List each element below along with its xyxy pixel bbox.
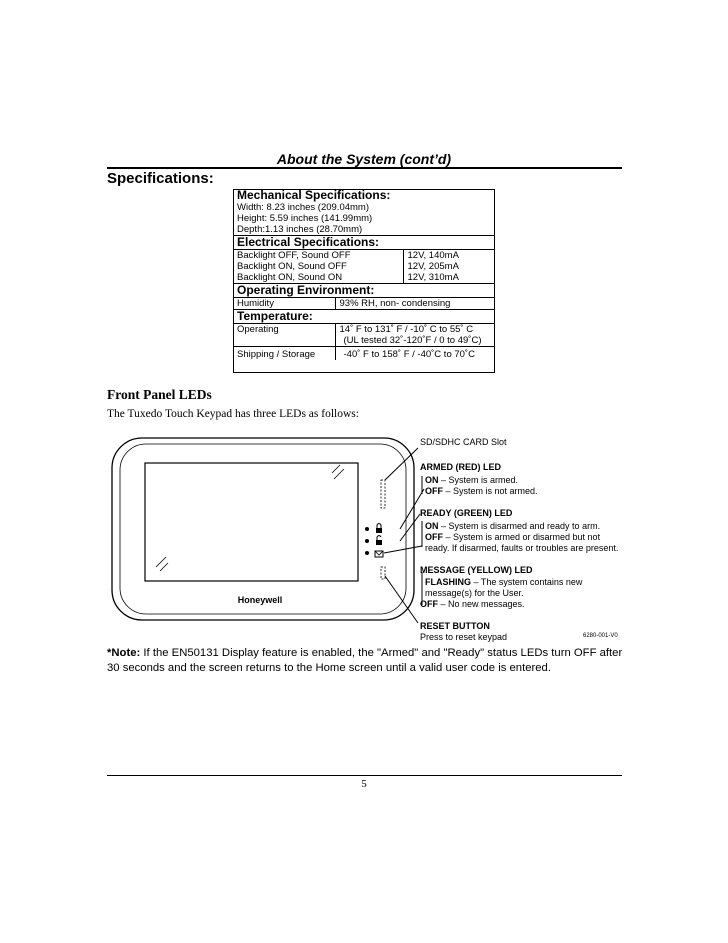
message-led-dot — [365, 551, 369, 555]
armed-on-key: ON — [425, 475, 439, 485]
figure-id: 6280-001-V0 — [583, 633, 618, 639]
front-panel-leds-intro: The Tuxedo Touch Keypad has three LEDs as follows: — [107, 408, 359, 420]
armed-on-text: – System is armed. — [438, 475, 519, 485]
ready-led-off — [425, 532, 600, 543]
armed-off-key: OFF — [425, 486, 443, 496]
ready-led-off-cont: ready. If disarmed, faults or troubles are present. — [425, 543, 619, 553]
reset-button-title — [420, 621, 490, 632]
operating-value — [335, 324, 495, 347]
message-off-text: – No new messages. — [438, 599, 525, 609]
humidity-label: Humidity — [233, 298, 335, 310]
electrical-row-value: 12V, 140mA — [403, 250, 495, 262]
sd-slot-label: SD/SDHC CARD Slot — [420, 437, 507, 447]
armed-led-title-text: ARMED (RED) LED — [420, 462, 501, 472]
armed-led-on — [425, 475, 518, 486]
header-rule — [107, 167, 622, 169]
shipping-label: Shipping / Storage — [233, 347, 335, 361]
ready-led-dot — [365, 539, 369, 543]
ready-off-key: OFF — [425, 532, 443, 542]
keypad-inner-bezel — [120, 444, 406, 614]
armed-led-title — [420, 462, 501, 473]
operating-value-line-1: 14˚ F to 131˚ F / -10˚ C to 55˚ C — [339, 324, 474, 335]
ready-on-text: – System is disarmed and ready to arm. — [438, 521, 601, 531]
ready-led-on — [425, 521, 600, 532]
reset-button-text: Press to reset keypad — [420, 632, 508, 642]
specifications-table — [233, 189, 495, 360]
message-led-flashing — [425, 577, 582, 588]
armed-off-text: – System is not armed. — [443, 486, 538, 496]
temperature-title: Temperature: — [233, 310, 495, 324]
message-led-flashing-cont: message(s) for the User. — [425, 588, 524, 598]
specifications-heading: Specifications: — [107, 170, 214, 187]
mechanical-height: Height: 5.59 inches (141.99mm) — [237, 213, 373, 224]
reset-leader — [385, 576, 418, 623]
front-panel-leds-title: Front Panel LEDs — [107, 387, 212, 402]
armed-led-off — [425, 486, 538, 497]
page-number: 5 — [361, 778, 367, 790]
screen-glare-bottom — [156, 557, 168, 571]
shipping-value: -40˚ F to 158˚ F / -40˚C to 70˚C — [335, 347, 495, 361]
honeywell-logo: Honeywell — [237, 595, 283, 605]
keypad-screen — [145, 463, 358, 581]
message-off-key: OFF — [420, 599, 438, 609]
screen-glare-top — [332, 465, 344, 479]
operating-value-line-2: (UL tested 32˚-120˚F / 0 to 49˚C) — [343, 335, 482, 346]
note-text: If the EN50131 Display feature is enabled, the "Armed" and "Ready" status LEDs turn OFF after 30 seconds and the screen returns to the Home screen until a valid user code is entered. — [107, 647, 623, 674]
electrical-row-label: Backlight ON, Sound OFF — [237, 261, 347, 272]
operating-label: Operating — [233, 324, 335, 347]
electrical-row-label: Backlight ON, Sound ON — [237, 272, 343, 283]
message-flash-key: FLASHING — [425, 577, 471, 587]
mechanical-title: Mechanical Specifications: — [237, 188, 391, 202]
electrical-row-label: Backlight OFF, Sound OFF — [233, 250, 403, 262]
ready-led-title-text: READY (GREEN) LED — [420, 508, 513, 518]
ready-leader — [400, 514, 420, 541]
sd-slot-leader — [385, 448, 418, 480]
message-leader — [384, 546, 422, 553]
note-key: *Note: — [107, 647, 141, 659]
message-flash-text: – The system contains new — [471, 577, 583, 587]
electrical-row-value: 12V, 310mA — [403, 272, 495, 284]
humidity-value: 93% RH, non- condensing — [335, 298, 495, 310]
ready-led-title — [420, 508, 512, 519]
reset-title-text: RESET BUTTON — [420, 621, 490, 631]
environment-title: Operating Environment: — [233, 284, 495, 298]
message-led-title — [420, 565, 533, 576]
electrical-row-value: 12V, 205mA — [403, 261, 495, 272]
armed-led-dot — [365, 527, 369, 531]
ready-on-key: ON — [425, 521, 439, 531]
mechanical-width: Width: 8.23 inches (209.04mm) — [237, 202, 370, 213]
electrical-title: Electrical Specifications: — [233, 236, 495, 250]
ready-off-text: – System is armed or disarmed but not — [443, 532, 601, 542]
display-feature-note — [107, 646, 627, 675]
message-led-title-text: MESSAGE (YELLOW) LED — [420, 565, 533, 575]
mechanical-depth: Depth:1.13 inches (28.70mm) — [237, 224, 363, 235]
message-led-off — [420, 599, 525, 610]
section-title: About the System (cont’d) — [276, 151, 452, 167]
footer-rule — [107, 775, 622, 776]
